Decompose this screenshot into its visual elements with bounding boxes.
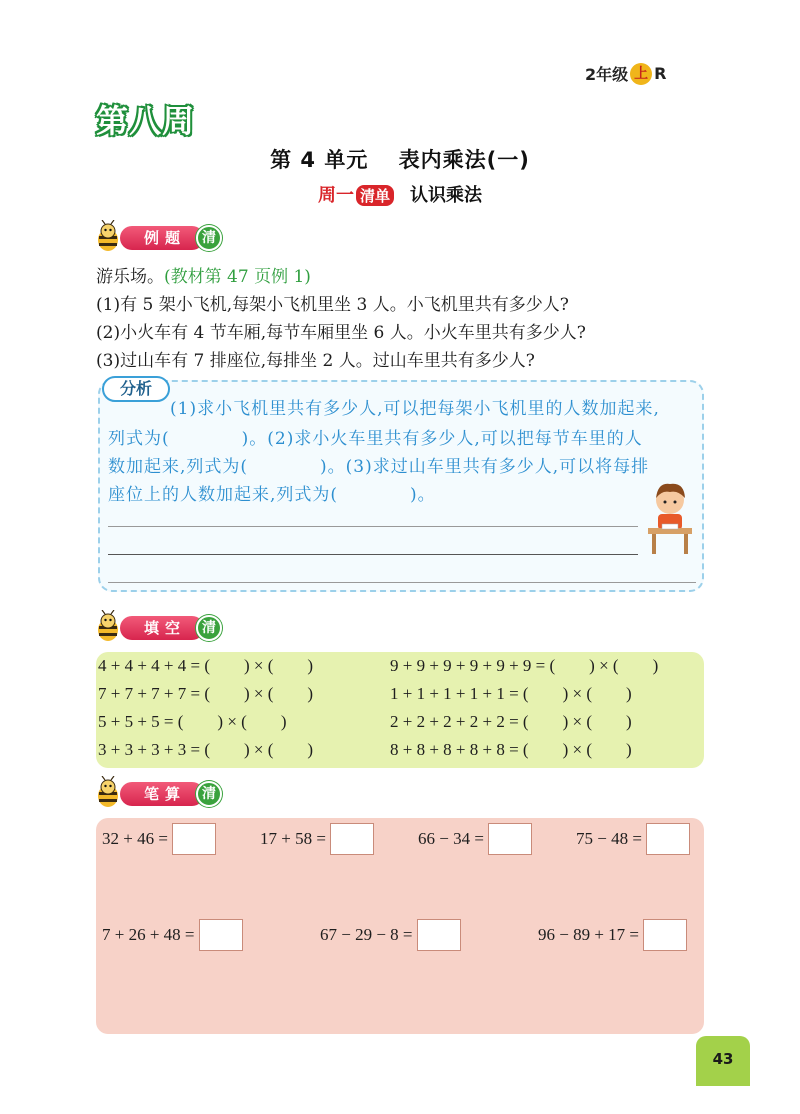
section-example-header — [96, 220, 224, 254]
example-question-1: (1)有 5 架小飞机,每架小飞机里坐 3 人。小飞机里共有多少人? — [96, 295, 569, 315]
writing-line[interactable] — [108, 554, 638, 555]
answer-box[interactable] — [330, 823, 374, 855]
page-number: 43 — [712, 1050, 734, 1068]
edition-label: R — [654, 64, 667, 83]
answer-box[interactable] — [643, 919, 687, 951]
fill-equation-right-2[interactable]: 1 + 1 + 1 + 1 + 1 = ( ) × ( ) — [390, 684, 632, 703]
section-calc-title: 笔算 — [120, 782, 204, 806]
analysis-line-2: 列式为( )。(2)求小火车里共有多少人,可以把每节车里的人 — [108, 429, 643, 449]
example-reference: (教材第 47 页例 1) — [164, 267, 311, 287]
answer-box[interactable] — [199, 919, 243, 951]
fill-equation-left-4[interactable]: 3 + 3 + 3 + 3 = ( ) × ( ) — [98, 740, 314, 759]
analysis-line-1: (1)求小飞机里共有多少人,可以把每架小飞机里的人数加起来, — [170, 399, 660, 419]
section-example-title: 例题 — [120, 226, 204, 250]
analysis-line-4: 座位上的人数加起来,列式为( )。 — [108, 485, 436, 505]
fill-equation-left-1[interactable]: 4 + 4 + 4 + 4 = ( ) × ( ) — [98, 656, 314, 675]
example-intro — [96, 262, 311, 287]
section-calc-header — [96, 776, 224, 810]
boy-at-desk-illustration — [640, 478, 700, 558]
lesson-badge: 清单 — [356, 185, 394, 206]
writing-line[interactable] — [108, 526, 638, 527]
answer-box[interactable] — [172, 823, 216, 855]
calc-item: 67 − 29 − 8 = — [320, 919, 461, 951]
fill-equation-right-1[interactable]: 9 + 9 + 9 + 9 + 9 + 9 = ( ) × ( ) — [390, 656, 659, 675]
analysis-line-3: 数加起来,列式为( )。(3)求过山车里共有多少人,可以将每排 — [108, 457, 650, 477]
calc-item: 75 − 48 = — [576, 823, 690, 855]
week-title: 第八周 — [96, 102, 196, 140]
calc-item: 7 + 26 + 48 = — [102, 919, 243, 951]
qing-badge: 清 — [196, 615, 222, 641]
section-fill-title: 填空 — [120, 616, 204, 640]
lesson-name: 认识乘法 — [410, 185, 482, 206]
calc-item: 66 − 34 = — [418, 823, 532, 855]
grade-text: 2年级 — [585, 65, 629, 84]
fill-equation-left-2[interactable]: 7 + 7 + 7 + 7 = ( ) × ( ) — [98, 684, 314, 703]
example-intro-text: 游乐场。 — [96, 267, 164, 287]
analysis-label: 分析 — [102, 376, 170, 402]
lesson-day: 周一 — [317, 185, 354, 206]
lesson-title — [0, 181, 800, 207]
unit-title: 第 4 单元 表内乘法(一) — [270, 148, 530, 172]
calc-item: 96 − 89 + 17 = — [538, 919, 687, 951]
answer-box[interactable] — [488, 823, 532, 855]
answer-box[interactable] — [646, 823, 690, 855]
section-fill-header — [96, 610, 224, 644]
example-question-2: (2)小火车有 4 节车厢,每节车厢里坐 6 人。小火车里共有多少人? — [96, 323, 586, 343]
fill-equation-right-3[interactable]: 2 + 2 + 2 + 2 + 2 = ( ) × ( ) — [390, 712, 632, 731]
calc-item: 32 + 46 = — [102, 823, 216, 855]
writing-line[interactable] — [108, 582, 696, 583]
qing-badge: 清 — [196, 781, 222, 807]
grade-badge: 上 — [630, 63, 652, 85]
fill-equation-left-3[interactable]: 5 + 5 + 5 = ( ) × ( ) — [98, 712, 287, 731]
calc-item: 17 + 58 = — [260, 823, 374, 855]
answer-box[interactable] — [417, 919, 461, 951]
grade-label — [585, 62, 666, 85]
fill-equation-right-4[interactable]: 8 + 8 + 8 + 8 + 8 = ( ) × ( ) — [390, 740, 632, 759]
example-question-3: (3)过山车有 7 排座位,每排坐 2 人。过山车里共有多少人? — [96, 351, 535, 371]
qing-badge: 清 — [196, 225, 222, 251]
